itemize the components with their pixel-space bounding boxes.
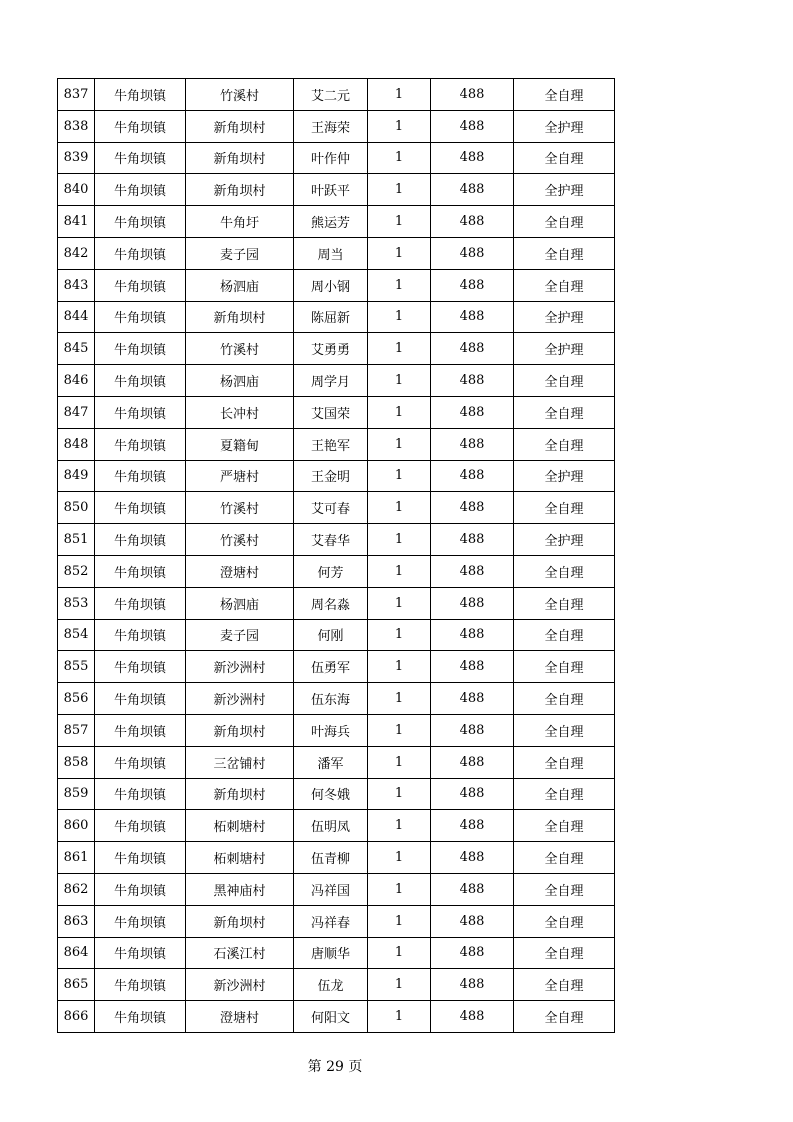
count-cell: 1 bbox=[368, 110, 431, 142]
care-type-cell: 全护理 bbox=[514, 174, 615, 206]
care-type-cell: 全护理 bbox=[514, 333, 615, 365]
care-type-cell: 全自理 bbox=[514, 206, 615, 238]
care-type-cell: 全自理 bbox=[514, 810, 615, 842]
care-type-cell: 全自理 bbox=[514, 269, 615, 301]
amount-cell: 488 bbox=[431, 142, 514, 174]
town-cell: 牛角坝镇 bbox=[95, 587, 186, 619]
row-number-cell: 853 bbox=[58, 587, 95, 619]
town-cell: 牛角坝镇 bbox=[95, 460, 186, 492]
care-type-cell: 全自理 bbox=[514, 555, 615, 587]
row-number-cell: 846 bbox=[58, 365, 95, 397]
name-cell: 何冬娥 bbox=[294, 778, 368, 810]
table-row bbox=[58, 142, 615, 174]
count-cell: 1 bbox=[368, 206, 431, 238]
amount-cell: 488 bbox=[431, 619, 514, 651]
table-row bbox=[58, 333, 615, 365]
table-row bbox=[58, 460, 615, 492]
town-cell: 牛角坝镇 bbox=[95, 524, 186, 556]
care-type-cell: 全自理 bbox=[514, 396, 615, 428]
name-cell: 何阳文 bbox=[294, 1001, 368, 1033]
table-row bbox=[58, 301, 615, 333]
amount-cell: 488 bbox=[431, 460, 514, 492]
row-number-cell: 865 bbox=[58, 969, 95, 1001]
name-cell: 艾勇勇 bbox=[294, 333, 368, 365]
town-cell: 牛角坝镇 bbox=[95, 619, 186, 651]
amount-cell: 488 bbox=[431, 237, 514, 269]
amount-cell: 488 bbox=[431, 174, 514, 206]
count-cell: 1 bbox=[368, 460, 431, 492]
town-cell: 牛角坝镇 bbox=[95, 301, 186, 333]
village-cell: 黑神庙村 bbox=[186, 873, 294, 905]
town-cell: 牛角坝镇 bbox=[95, 174, 186, 206]
table-row bbox=[58, 714, 615, 746]
table-row bbox=[58, 492, 615, 524]
village-cell: 柘刺塘村 bbox=[186, 810, 294, 842]
table-row bbox=[58, 524, 615, 556]
care-type-cell: 全自理 bbox=[514, 969, 615, 1001]
town-cell: 牛角坝镇 bbox=[95, 206, 186, 238]
village-cell: 长冲村 bbox=[186, 396, 294, 428]
count-cell: 1 bbox=[368, 651, 431, 683]
table-row bbox=[58, 746, 615, 778]
name-cell: 叶海兵 bbox=[294, 714, 368, 746]
village-cell: 新角坝村 bbox=[186, 778, 294, 810]
village-cell: 竹溪村 bbox=[186, 492, 294, 524]
village-cell: 竹溪村 bbox=[186, 79, 294, 111]
row-number-cell: 855 bbox=[58, 651, 95, 683]
row-number-cell: 863 bbox=[58, 905, 95, 937]
name-cell: 熊运芳 bbox=[294, 206, 368, 238]
table-row bbox=[58, 555, 615, 587]
count-cell: 1 bbox=[368, 905, 431, 937]
name-cell: 何刚 bbox=[294, 619, 368, 651]
amount-cell: 488 bbox=[431, 810, 514, 842]
row-number-cell: 862 bbox=[58, 873, 95, 905]
row-number-cell: 860 bbox=[58, 810, 95, 842]
name-cell: 伍青柳 bbox=[294, 842, 368, 874]
care-type-cell: 全护理 bbox=[514, 110, 615, 142]
count-cell: 1 bbox=[368, 174, 431, 206]
care-type-cell: 全自理 bbox=[514, 492, 615, 524]
row-number-cell: 837 bbox=[58, 79, 95, 111]
amount-cell: 488 bbox=[431, 651, 514, 683]
town-cell: 牛角坝镇 bbox=[95, 492, 186, 524]
village-cell: 麦子园 bbox=[186, 237, 294, 269]
village-cell: 三岔铺村 bbox=[186, 746, 294, 778]
table-row bbox=[58, 174, 615, 206]
village-cell: 竹溪村 bbox=[186, 524, 294, 556]
village-cell: 澄塘村 bbox=[186, 555, 294, 587]
count-cell: 1 bbox=[368, 333, 431, 365]
amount-cell: 488 bbox=[431, 269, 514, 301]
row-number-cell: 866 bbox=[58, 1001, 95, 1033]
amount-cell: 488 bbox=[431, 714, 514, 746]
table-row bbox=[58, 79, 615, 111]
village-cell: 柘刺塘村 bbox=[186, 842, 294, 874]
count-cell: 1 bbox=[368, 428, 431, 460]
town-cell: 牛角坝镇 bbox=[95, 269, 186, 301]
town-cell: 牛角坝镇 bbox=[95, 969, 186, 1001]
care-type-cell: 全自理 bbox=[514, 619, 615, 651]
care-type-cell: 全自理 bbox=[514, 237, 615, 269]
row-number-cell: 843 bbox=[58, 269, 95, 301]
village-cell: 杨泗庙 bbox=[186, 269, 294, 301]
town-cell: 牛角坝镇 bbox=[95, 937, 186, 969]
village-cell: 牛角圩 bbox=[186, 206, 294, 238]
name-cell: 艾春华 bbox=[294, 524, 368, 556]
amount-cell: 488 bbox=[431, 428, 514, 460]
row-number-cell: 851 bbox=[58, 524, 95, 556]
care-type-cell: 全自理 bbox=[514, 142, 615, 174]
care-type-cell: 全自理 bbox=[514, 873, 615, 905]
row-number-cell: 856 bbox=[58, 683, 95, 715]
count-cell: 1 bbox=[368, 269, 431, 301]
count-cell: 1 bbox=[368, 619, 431, 651]
town-cell: 牛角坝镇 bbox=[95, 746, 186, 778]
village-cell: 澄塘村 bbox=[186, 1001, 294, 1033]
name-cell: 何芳 bbox=[294, 555, 368, 587]
town-cell: 牛角坝镇 bbox=[95, 110, 186, 142]
care-type-cell: 全护理 bbox=[514, 524, 615, 556]
name-cell: 陈屈新 bbox=[294, 301, 368, 333]
name-cell: 王艳军 bbox=[294, 428, 368, 460]
village-cell: 杨泗庙 bbox=[186, 587, 294, 619]
amount-cell: 488 bbox=[431, 301, 514, 333]
town-cell: 牛角坝镇 bbox=[95, 778, 186, 810]
amount-cell: 488 bbox=[431, 746, 514, 778]
care-type-cell: 全自理 bbox=[514, 937, 615, 969]
row-number-cell: 839 bbox=[58, 142, 95, 174]
row-number-cell: 841 bbox=[58, 206, 95, 238]
town-cell: 牛角坝镇 bbox=[95, 810, 186, 842]
table-row bbox=[58, 937, 615, 969]
table-row bbox=[58, 842, 615, 874]
town-cell: 牛角坝镇 bbox=[95, 396, 186, 428]
count-cell: 1 bbox=[368, 937, 431, 969]
table-row bbox=[58, 110, 615, 142]
amount-cell: 488 bbox=[431, 333, 514, 365]
table-row bbox=[58, 237, 615, 269]
amount-cell: 488 bbox=[431, 365, 514, 397]
row-number-cell: 844 bbox=[58, 301, 95, 333]
count-cell: 1 bbox=[368, 396, 431, 428]
name-cell: 冯祥春 bbox=[294, 905, 368, 937]
amount-cell: 488 bbox=[431, 79, 514, 111]
row-number-cell: 840 bbox=[58, 174, 95, 206]
care-type-cell: 全自理 bbox=[514, 842, 615, 874]
amount-cell: 488 bbox=[431, 555, 514, 587]
village-cell: 严塘村 bbox=[186, 460, 294, 492]
village-cell: 新角坝村 bbox=[186, 905, 294, 937]
name-cell: 唐顺华 bbox=[294, 937, 368, 969]
town-cell: 牛角坝镇 bbox=[95, 333, 186, 365]
name-cell: 叶作仲 bbox=[294, 142, 368, 174]
town-cell: 牛角坝镇 bbox=[95, 651, 186, 683]
village-cell: 杨泗庙 bbox=[186, 365, 294, 397]
name-cell: 周名淼 bbox=[294, 587, 368, 619]
amount-cell: 488 bbox=[431, 905, 514, 937]
town-cell: 牛角坝镇 bbox=[95, 555, 186, 587]
name-cell: 冯祥国 bbox=[294, 873, 368, 905]
table-row bbox=[58, 969, 615, 1001]
care-type-cell: 全自理 bbox=[514, 778, 615, 810]
table-row bbox=[58, 206, 615, 238]
care-type-cell: 全自理 bbox=[514, 905, 615, 937]
row-number-cell: 842 bbox=[58, 237, 95, 269]
village-cell: 新沙洲村 bbox=[186, 683, 294, 715]
village-cell: 新沙洲村 bbox=[186, 651, 294, 683]
table-row bbox=[58, 269, 615, 301]
row-number-cell: 845 bbox=[58, 333, 95, 365]
table-row bbox=[58, 619, 615, 651]
name-cell: 伍勇军 bbox=[294, 651, 368, 683]
amount-cell: 488 bbox=[431, 1001, 514, 1033]
count-cell: 1 bbox=[368, 524, 431, 556]
table-body bbox=[58, 79, 615, 1033]
count-cell: 1 bbox=[368, 365, 431, 397]
count-cell: 1 bbox=[368, 873, 431, 905]
town-cell: 牛角坝镇 bbox=[95, 428, 186, 460]
count-cell: 1 bbox=[368, 142, 431, 174]
care-type-cell: 全自理 bbox=[514, 683, 615, 715]
name-cell: 周小钢 bbox=[294, 269, 368, 301]
town-cell: 牛角坝镇 bbox=[95, 842, 186, 874]
count-cell: 1 bbox=[368, 746, 431, 778]
row-number-cell: 861 bbox=[58, 842, 95, 874]
count-cell: 1 bbox=[368, 555, 431, 587]
name-cell: 伍东海 bbox=[294, 683, 368, 715]
name-cell: 王海荣 bbox=[294, 110, 368, 142]
table-row bbox=[58, 683, 615, 715]
town-cell: 牛角坝镇 bbox=[95, 1001, 186, 1033]
count-cell: 1 bbox=[368, 778, 431, 810]
town-cell: 牛角坝镇 bbox=[95, 905, 186, 937]
table-row bbox=[58, 651, 615, 683]
town-cell: 牛角坝镇 bbox=[95, 237, 186, 269]
town-cell: 牛角坝镇 bbox=[95, 365, 186, 397]
amount-cell: 488 bbox=[431, 110, 514, 142]
name-cell: 伍龙 bbox=[294, 969, 368, 1001]
table-row bbox=[58, 778, 615, 810]
care-type-cell: 全自理 bbox=[514, 428, 615, 460]
village-cell: 新沙洲村 bbox=[186, 969, 294, 1001]
care-type-cell: 全自理 bbox=[514, 714, 615, 746]
row-number-cell: 848 bbox=[58, 428, 95, 460]
count-cell: 1 bbox=[368, 301, 431, 333]
table-row bbox=[58, 905, 615, 937]
town-cell: 牛角坝镇 bbox=[95, 873, 186, 905]
table-row bbox=[58, 1001, 615, 1033]
row-number-cell: 849 bbox=[58, 460, 95, 492]
count-cell: 1 bbox=[368, 683, 431, 715]
name-cell: 叶跃平 bbox=[294, 174, 368, 206]
row-number-cell: 852 bbox=[58, 555, 95, 587]
table-row bbox=[58, 587, 615, 619]
count-cell: 1 bbox=[368, 79, 431, 111]
village-cell: 新角坝村 bbox=[186, 174, 294, 206]
town-cell: 牛角坝镇 bbox=[95, 79, 186, 111]
village-cell: 竹溪村 bbox=[186, 333, 294, 365]
amount-cell: 488 bbox=[431, 873, 514, 905]
table-row bbox=[58, 873, 615, 905]
care-type-cell: 全护理 bbox=[514, 301, 615, 333]
amount-cell: 488 bbox=[431, 492, 514, 524]
table-row bbox=[58, 810, 615, 842]
count-cell: 1 bbox=[368, 714, 431, 746]
amount-cell: 488 bbox=[431, 206, 514, 238]
village-cell: 新角坝村 bbox=[186, 142, 294, 174]
amount-cell: 488 bbox=[431, 969, 514, 1001]
table-row bbox=[58, 365, 615, 397]
row-number-cell: 838 bbox=[58, 110, 95, 142]
care-type-cell: 全自理 bbox=[514, 651, 615, 683]
care-type-cell: 全护理 bbox=[514, 460, 615, 492]
row-number-cell: 858 bbox=[58, 746, 95, 778]
amount-cell: 488 bbox=[431, 587, 514, 619]
name-cell: 周学月 bbox=[294, 365, 368, 397]
village-cell: 新角坝村 bbox=[186, 714, 294, 746]
amount-cell: 488 bbox=[431, 937, 514, 969]
row-number-cell: 850 bbox=[58, 492, 95, 524]
care-type-cell: 全自理 bbox=[514, 587, 615, 619]
count-cell: 1 bbox=[368, 587, 431, 619]
care-type-cell: 全自理 bbox=[514, 1001, 615, 1033]
amount-cell: 488 bbox=[431, 683, 514, 715]
row-number-cell: 854 bbox=[58, 619, 95, 651]
row-number-cell: 859 bbox=[58, 778, 95, 810]
count-cell: 1 bbox=[368, 969, 431, 1001]
name-cell: 周当 bbox=[294, 237, 368, 269]
count-cell: 1 bbox=[368, 1001, 431, 1033]
row-number-cell: 847 bbox=[58, 396, 95, 428]
amount-cell: 488 bbox=[431, 842, 514, 874]
care-type-cell: 全自理 bbox=[514, 746, 615, 778]
table-row bbox=[58, 396, 615, 428]
village-cell: 石溪江村 bbox=[186, 937, 294, 969]
row-number-cell: 857 bbox=[58, 714, 95, 746]
count-cell: 1 bbox=[368, 492, 431, 524]
town-cell: 牛角坝镇 bbox=[95, 714, 186, 746]
table-row bbox=[58, 428, 615, 460]
count-cell: 1 bbox=[368, 237, 431, 269]
name-cell: 艾可春 bbox=[294, 492, 368, 524]
care-type-cell: 全自理 bbox=[514, 365, 615, 397]
town-cell: 牛角坝镇 bbox=[95, 142, 186, 174]
village-cell: 夏籍甸 bbox=[186, 428, 294, 460]
name-cell: 艾二元 bbox=[294, 79, 368, 111]
name-cell: 王金明 bbox=[294, 460, 368, 492]
village-cell: 新角坝村 bbox=[186, 110, 294, 142]
amount-cell: 488 bbox=[431, 778, 514, 810]
village-cell: 麦子园 bbox=[186, 619, 294, 651]
town-cell: 牛角坝镇 bbox=[95, 683, 186, 715]
count-cell: 1 bbox=[368, 842, 431, 874]
row-number-cell: 864 bbox=[58, 937, 95, 969]
amount-cell: 488 bbox=[431, 524, 514, 556]
page-number: 第 29 页 bbox=[307, 1059, 363, 1075]
amount-cell: 488 bbox=[431, 396, 514, 428]
name-cell: 艾国荣 bbox=[294, 396, 368, 428]
name-cell: 潘军 bbox=[294, 746, 368, 778]
count-cell: 1 bbox=[368, 810, 431, 842]
name-cell: 伍明凤 bbox=[294, 810, 368, 842]
care-type-cell: 全自理 bbox=[514, 79, 615, 111]
village-cell: 新角坝村 bbox=[186, 301, 294, 333]
records-table bbox=[57, 78, 615, 1033]
